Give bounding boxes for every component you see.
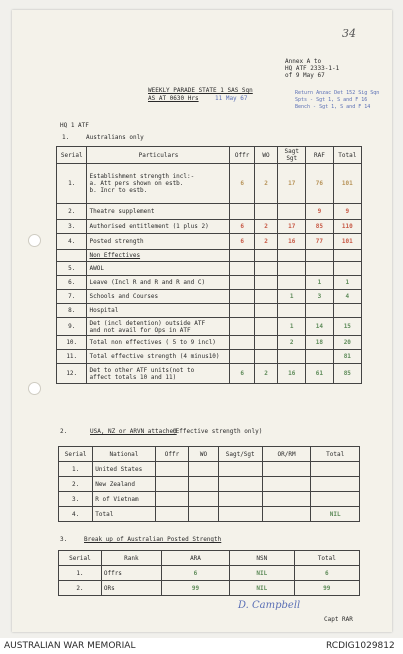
section3-heading: Break up of Australian Posted Strength [84, 536, 222, 543]
col-particulars: Particulars [87, 147, 230, 164]
annex-line2: HQ ATF 2333-1-1 [285, 65, 340, 72]
col-raf: RAF [306, 147, 333, 164]
col-sgt: Sagt Sgt [278, 147, 306, 164]
breakup-table-header: Serial Rank ARA NSN Total [59, 551, 360, 566]
annex-line3: of 9 May 67 [285, 72, 325, 79]
table-row: 8. Hospital [57, 304, 362, 318]
strength-table [56, 146, 362, 384]
table-row: 2. Theatre supplement 9 9 [57, 204, 362, 220]
section1-number: 1. [62, 134, 70, 141]
hq-label: HQ 1 ATF [60, 122, 89, 129]
footer-source: AUSTRALIAN WAR MEMORIAL [4, 641, 136, 651]
table-row: 11. Total effective strength (4 minus10) 81 [57, 350, 362, 364]
table-row: 4. Posted strength 6 2 16 77 101 [57, 234, 362, 250]
table-row: 6. Leave (Incl R and R and R and C) 1 1 [57, 276, 362, 290]
section2-heading: USA, NZ or ARVN attached [90, 428, 177, 435]
return-note-line1: Return Anzac Det 152 Sig Sqn [295, 90, 380, 96]
table-row: 1. Offrs 6 NIL 6 [59, 566, 360, 581]
section1-heading: Australians only [86, 134, 144, 141]
attached-table [58, 446, 360, 522]
strength-table-header [57, 147, 362, 164]
table-row: 9. Det (incl detention) outside ATF and not avail for Ops in ATF 1 14 15 [57, 318, 362, 336]
footer-reference: RCDIG1029812 [326, 641, 395, 651]
table-row: 3. R of Vietnam [59, 492, 360, 507]
section2-note: (Effective strength only) [172, 428, 263, 435]
signature: D. Campbell [238, 600, 301, 611]
breakup-table [58, 550, 360, 596]
table-row: 3. Authorised entitlement (1 plus 2) 6 2 17 85 110 [57, 220, 362, 234]
table-row: 2. New Zealand [59, 477, 360, 492]
col-wo: WO [254, 147, 278, 164]
table-row: 1. United States [59, 462, 360, 477]
col-serial: Serial [57, 147, 87, 164]
table-row: 4. Total NIL [59, 507, 360, 522]
sign-block: Capt RAR [324, 616, 353, 623]
table-row: 12. Det to other ATF units(not to affect totals 10 and 11) 6 2 16 61 85 [57, 364, 362, 384]
page-number: 34 [342, 27, 356, 40]
punch-hole [28, 382, 41, 395]
section2-number: 2. [60, 428, 68, 435]
title-date-handwritten: 11 May 67 [215, 95, 248, 102]
non-effectives-label: Non Effectives [87, 250, 230, 262]
document-page [12, 10, 392, 632]
punch-hole [28, 234, 41, 247]
document-subtitle: AS AT 0630 Hrs [148, 95, 199, 102]
table-row: 1. Establishment strength incl:- a. Att pers shown on estb. b. Incr to estb. 6 2 17 76 101 [57, 164, 362, 204]
section3-number: 3. [60, 536, 68, 543]
return-note-line3: Bench - Sgt 1, S and F 14 [295, 104, 371, 110]
table-row: 5. AWOL [57, 262, 362, 276]
table-row: 7. Schools and Courses 1 3 4 [57, 290, 362, 304]
attached-table-header: Serial National Offr WO Sagt/Sgt OR/RM Total [59, 447, 360, 462]
annex-line1: Annex A to [285, 58, 322, 65]
table-row: 10. Total non effectives ( 5 to 9 incl) 2 18 20 [57, 336, 362, 350]
table-row: 2. ORs 99 NIL 99 [59, 581, 360, 596]
document-title: WEEKLY PARADE STATE 1 SAS Sqn [148, 87, 253, 94]
col-total: Total [333, 147, 361, 164]
archive-footer [0, 638, 403, 654]
return-note-line2: Spts - Sgt 1, S and F 16 [295, 97, 368, 103]
col-offr: Offr [230, 147, 254, 164]
table-row [57, 250, 362, 262]
